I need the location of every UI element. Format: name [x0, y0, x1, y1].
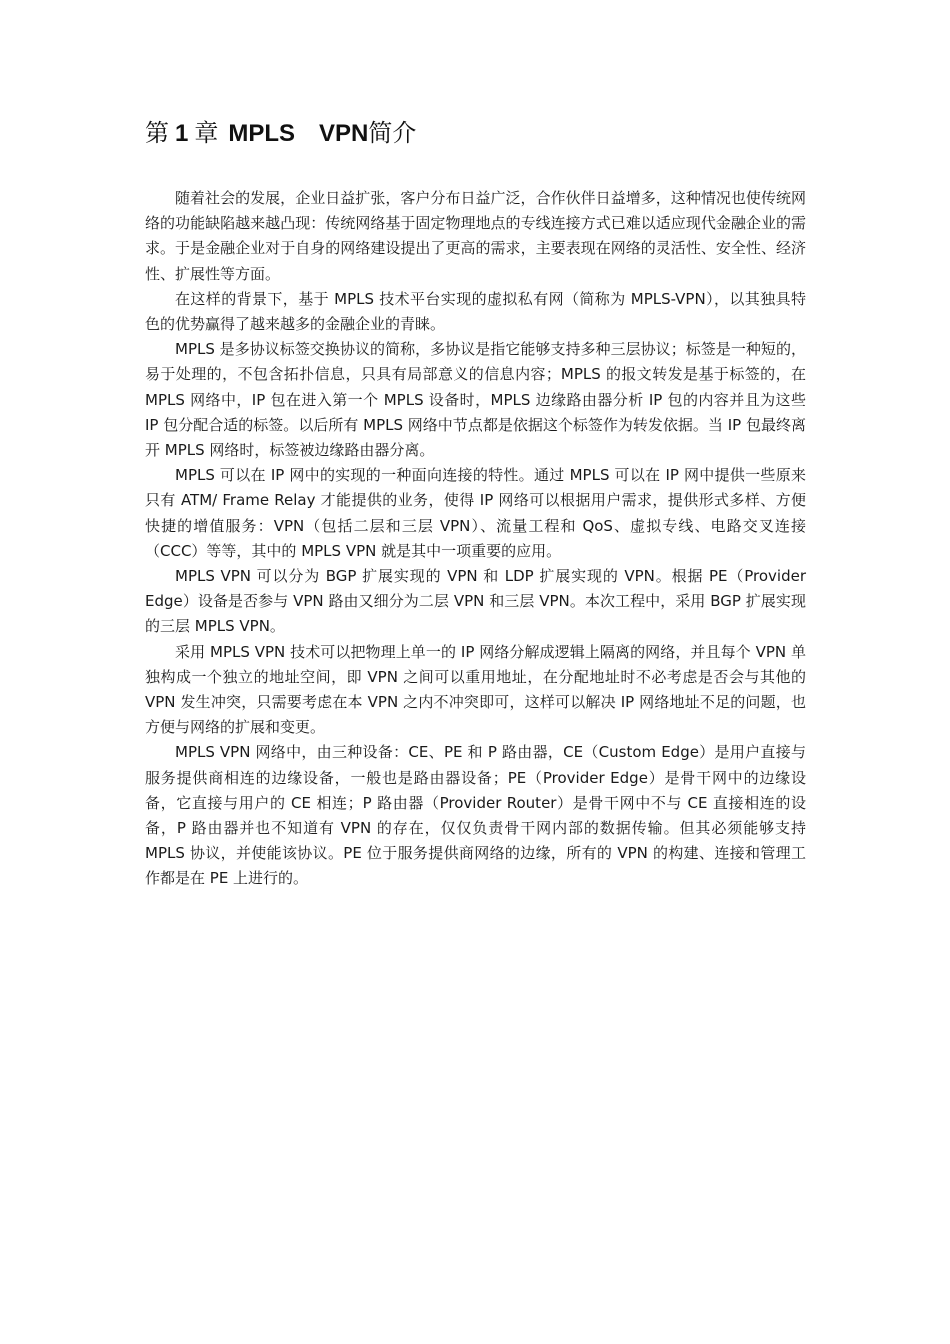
- paragraph: 采用 MPLS VPN 技术可以把物理上单一的 IP 网络分解成逻辑上隔离的网络，并且每个 VPN 单独构成一个独立的地址空间，即 VPN 之间可以重用地址，在分配地址时不必考虑是否会与其他的 VPN 发生冲突，只需要考虑在本 VPN 之内不冲突即可，这样可以解决 IP 网络地址不足的问题，也方便与网络的扩展和变更。: [145, 642, 806, 737]
- chapter-title: [145, 116, 416, 151]
- paragraph: 在这样的背景下，基于 MPLS 技术平台实现的虚拟私有网（简称为 MPLS-VPN），以其独具特色的优势赢得了越来越多的金融企业的青睐。: [145, 289, 806, 334]
- chapter-word: 章: [194, 119, 219, 147]
- paragraph: MPLS 可以在 IP 网中的实现的一种面向连接的特性。通过 MPLS 可以在 IP 网中提供一些原来只有 ATM/ Frame Relay 才能提供的业务，使得 IP 网络可以根据用户需求，提供形式多样、方便快捷的增值服务：VPN（包括二层和三层 VPN）、流量工程和 QoS、虚拟专线、电路交叉连接（CCC）等等，其中的 MPLS VPN 就是其中一项重要的应用。: [145, 466, 806, 560]
- paragraph: MPLS VPN 网络中，由三种设备：CE、PE 和 P 路由器，CE（Custom Edge）是用户直接与服务提供商相连的边缘设备，一般也是路由器设备；PE（Provider Edge）是骨干网中的边缘设备，它直接与用户的 CE 相连；P 路由器（Provider Router）是骨干网中不与 CE 直接相连的设备，P 路由器并也不知道有 VPN 的存在，仅仅负责骨干网内部的数据传输。但其必须能够支持 MPLS 协议，并使能该协议。PE 位于服务提供商网络的边缘，所有的 VPN 的构建、连接和管理工作都是在 PE 上进行的。: [145, 743, 806, 888]
- title-mpls: MPLS: [228, 120, 296, 147]
- body-text: [145, 186, 806, 892]
- paragraph: MPLS 是多协议标签交换协议的简称，多协议是指它能够支持多种三层协议；标签是一种短的，易于处理的，不包含拓扑信息，只具有局部意义的信息内容；MPLS 的报文转发是基于标签的，在 MPLS 网络中，IP 包在进入第一个 MPLS 设备时，MPLS 边缘路由器分析 IP 包的内容并且为这些 IP 包分配合适的标签。以后所有 MPLS 网络中节点都是依据这个标签作为转发依据。当 IP 包最终离开 MPLS 网络时，标签被边缘路由器分离。: [145, 340, 806, 460]
- title-vpn: VPN: [319, 120, 369, 147]
- paragraph: 随着社会的发展，企业日益扩张，客户分布日益广泛，合作伙伴日益增多，这种情况也使传统网络的功能缺陷越来越凸现：传统网络基于固定物理地点的专线连接方式已难以适应现代金融企业的需求。于是金融企业对于自身的网络建设提出了更高的需求，主要表现在网络的灵活性、安全性、经济性、扩展性等方面。: [145, 189, 806, 283]
- paragraph: MPLS VPN 可以分为 BGP 扩展实现的 VPN 和 LDP 扩展实现的 VPN。根据 PE（Provider Edge）设备是否参与 VPN 路由又细分为二层 VPN 和三层 VPN。本次工程中，采用 BGP 扩展实现的三层 MPLS VPN。: [145, 567, 806, 636]
- chapter-prefix: 第: [145, 119, 169, 147]
- chapter-number: 1: [175, 120, 189, 147]
- title-suffix: 简介: [368, 119, 417, 147]
